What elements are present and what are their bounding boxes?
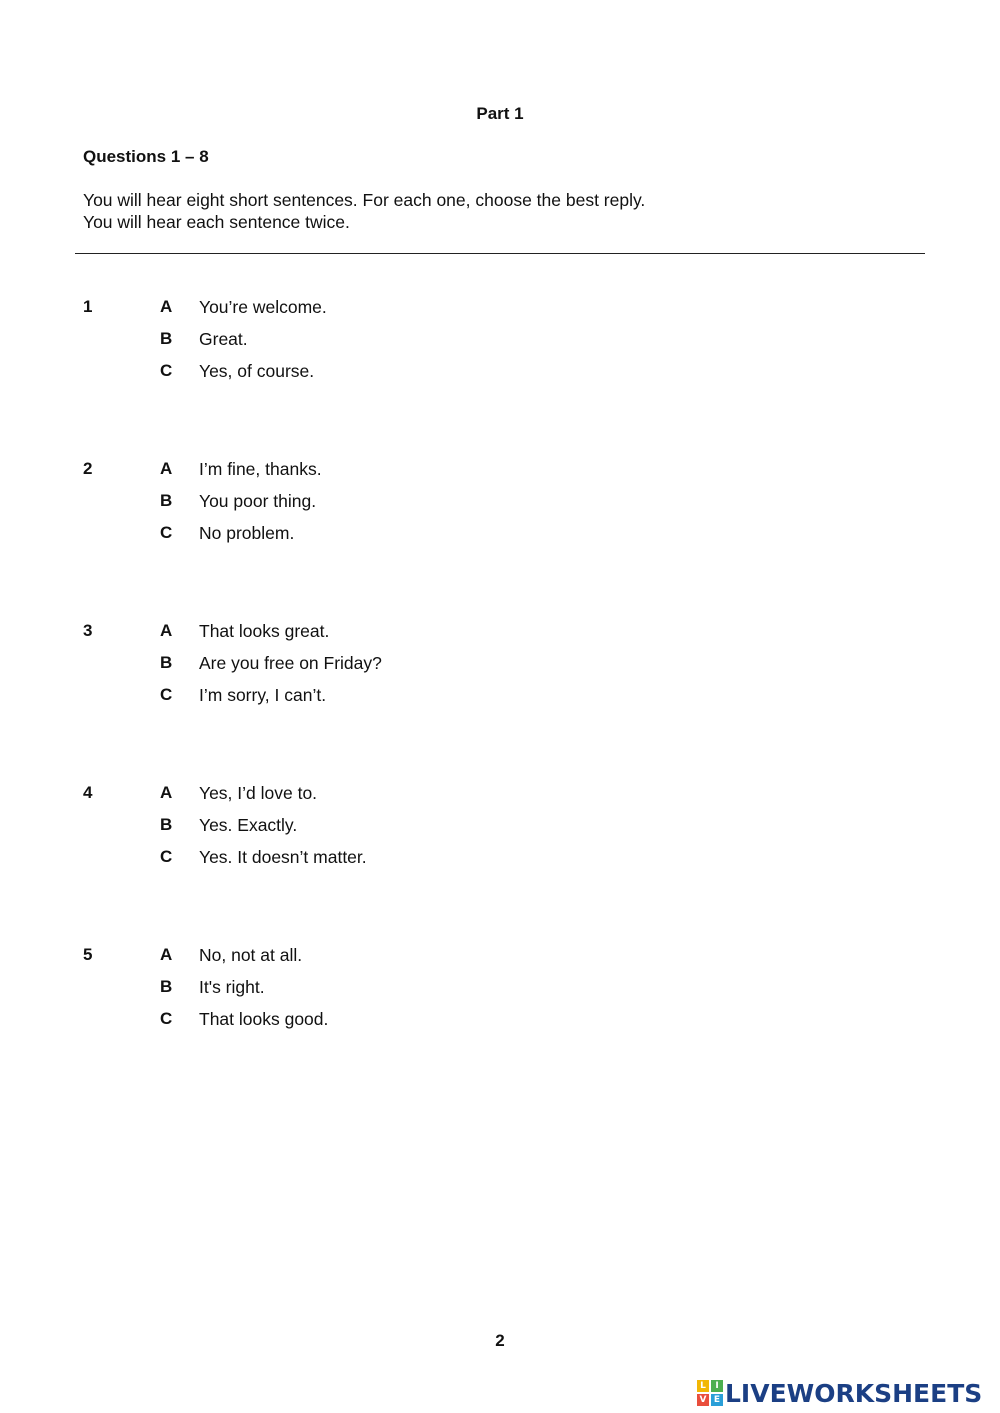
option-letter: A bbox=[160, 621, 173, 640]
question-number: 5 bbox=[83, 945, 93, 964]
question-number: 4 bbox=[83, 783, 93, 802]
answer-option[interactable] bbox=[0, 847, 700, 871]
answer-option[interactable] bbox=[0, 815, 700, 839]
brand-footer bbox=[697, 1378, 982, 1408]
option-letter: C bbox=[160, 523, 173, 542]
option-letter: C bbox=[160, 1009, 173, 1028]
instructions bbox=[83, 189, 645, 233]
answer-option[interactable] bbox=[0, 329, 700, 353]
answer-option[interactable] bbox=[0, 491, 700, 515]
option-text: Are you free on Friday? bbox=[199, 653, 382, 673]
option-text: I’m fine, thanks. bbox=[199, 459, 322, 479]
option-text: Great. bbox=[199, 329, 248, 349]
logo-tile: L bbox=[697, 1380, 709, 1392]
answer-option[interactable] bbox=[0, 523, 700, 547]
answer-option[interactable] bbox=[0, 653, 700, 677]
option-letter: A bbox=[160, 459, 173, 478]
option-letter: B bbox=[160, 815, 173, 834]
option-letter: B bbox=[160, 329, 173, 348]
answer-option[interactable] bbox=[0, 621, 700, 645]
liveworksheets-logo-icon bbox=[697, 1380, 723, 1406]
questions-heading: Questions 1 – 8 bbox=[83, 147, 209, 166]
answer-option[interactable] bbox=[0, 297, 700, 321]
logo-tile: V bbox=[697, 1394, 709, 1406]
option-letter: B bbox=[160, 491, 173, 510]
option-letter: A bbox=[160, 945, 173, 964]
question-item bbox=[0, 945, 1000, 1045]
answer-option[interactable] bbox=[0, 685, 700, 709]
option-text: It's right. bbox=[199, 977, 265, 997]
part-title: Part 1 bbox=[476, 104, 524, 123]
instruction-line: You will hear eight short sentences. For each one, choose the best reply. bbox=[83, 190, 646, 210]
question-item bbox=[0, 621, 1000, 721]
option-letter: C bbox=[160, 685, 173, 704]
option-text: Yes, I’d love to. bbox=[199, 783, 318, 803]
option-letter: C bbox=[160, 361, 173, 380]
option-text: That looks good. bbox=[199, 1009, 329, 1029]
question-number: 1 bbox=[83, 297, 93, 316]
answer-option[interactable] bbox=[0, 459, 700, 483]
option-letter: A bbox=[160, 783, 173, 802]
option-letter: B bbox=[160, 977, 173, 996]
divider-line bbox=[75, 253, 925, 254]
answer-option[interactable] bbox=[0, 361, 700, 385]
brand-name: LIVEWORKSHEETS bbox=[725, 1378, 983, 1408]
option-letter: B bbox=[160, 653, 173, 672]
answer-option[interactable] bbox=[0, 977, 700, 1001]
question-number: 3 bbox=[83, 621, 93, 640]
question-item bbox=[0, 297, 1000, 397]
answer-option[interactable] bbox=[0, 783, 700, 807]
question-number: 2 bbox=[83, 459, 93, 478]
answer-option[interactable] bbox=[0, 945, 700, 969]
option-text: Yes. It doesn’t matter. bbox=[199, 847, 367, 867]
option-letter: A bbox=[160, 297, 173, 316]
instruction-line: You will hear each sentence twice. bbox=[83, 212, 350, 232]
option-text: Yes, of course. bbox=[199, 361, 315, 381]
option-text: I’m sorry, I can’t. bbox=[199, 685, 327, 705]
question-item bbox=[0, 783, 1000, 883]
answer-option[interactable] bbox=[0, 1009, 700, 1033]
option-text: You poor thing. bbox=[199, 491, 317, 511]
logo-tile: E bbox=[711, 1394, 723, 1406]
option-text: No problem. bbox=[199, 523, 295, 543]
page-number: 2 bbox=[495, 1331, 505, 1350]
logo-tile: I bbox=[711, 1380, 723, 1392]
option-text: That looks great. bbox=[199, 621, 330, 641]
option-letter: C bbox=[160, 847, 173, 866]
option-text: Yes. Exactly. bbox=[199, 815, 298, 835]
option-text: No, not at all. bbox=[199, 945, 303, 965]
option-text: You’re welcome. bbox=[199, 297, 327, 317]
question-item bbox=[0, 459, 1000, 559]
